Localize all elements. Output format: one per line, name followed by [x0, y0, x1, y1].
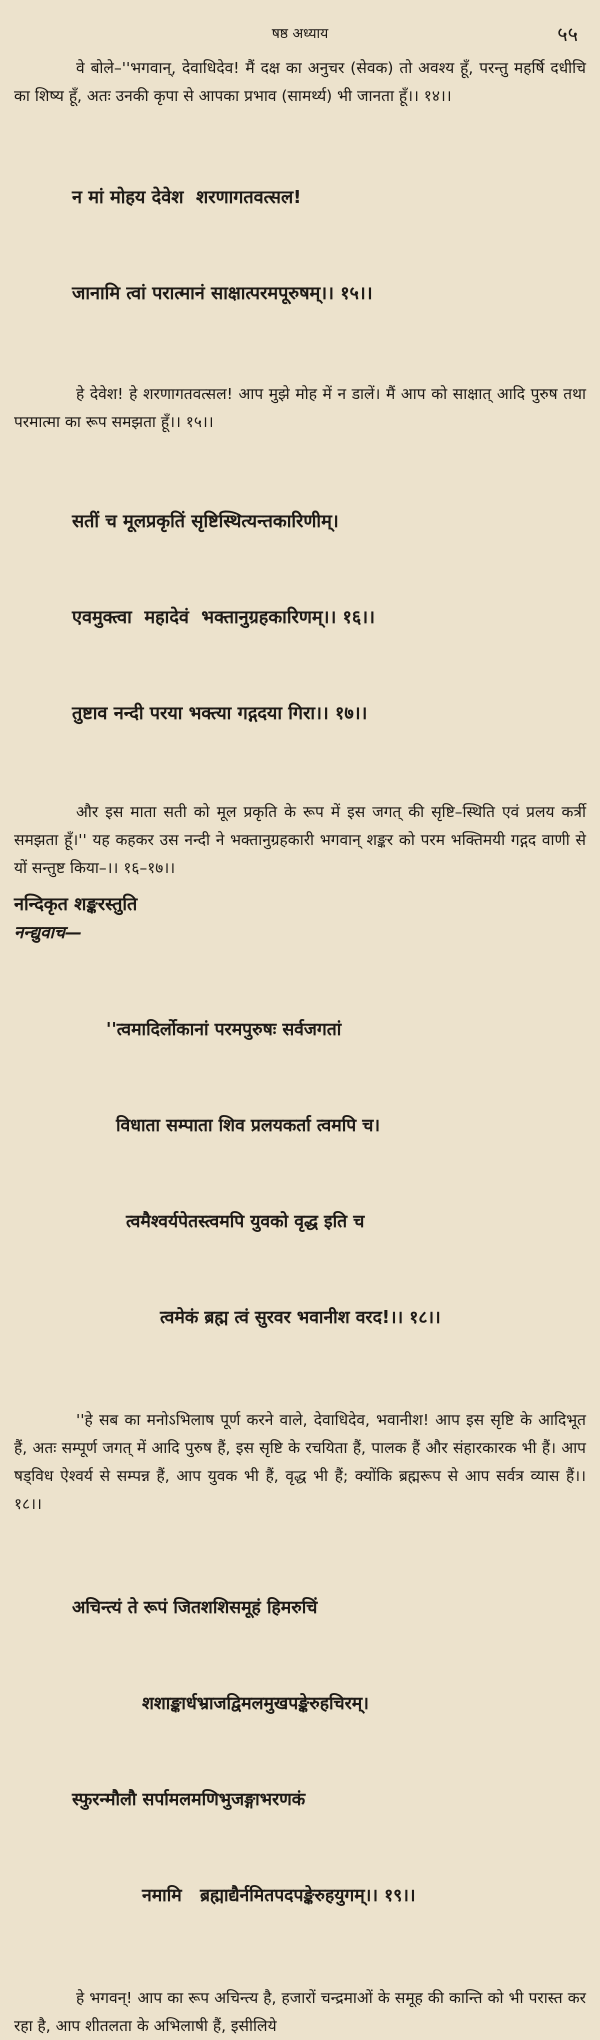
page-body [14, 54, 586, 2040]
running-title: षष्ठ अध्याय [271, 26, 329, 42]
verse-block [14, 118, 586, 374]
verse-line: अचिन्त्यं ते रूपं जितशशिसमूहं हिमरुचिं [72, 1598, 318, 1618]
section-heading: नन्दिकृत शङ्करस्तुति [14, 894, 138, 915]
verse-block [14, 442, 586, 794]
page-number: ५५ [557, 22, 578, 46]
prose-paragraph: हे भगवन्! आप का रूप अचिन्त्य है, हजारों चन्द्रमाओं के समूह की कान्ति को भी परास्त कर रहा है, आप शीतलता के अभिलाषी हैं, इसीलिये [14, 1989, 586, 2035]
stotra-verse [14, 950, 586, 1398]
verse-line: विधाता सम्पाता शिव प्रलयकर्ता त्वमपि च। [116, 1116, 381, 1136]
verse-line: सतीं च मूलप्रकृतिं सृष्टिस्थित्यन्तकारिणीम्। [72, 511, 339, 532]
stotra-verse [14, 1528, 586, 1976]
verse-line: ''त्वमादिर्लोकानां परमपुरुषः सर्वजगतां [106, 1020, 342, 1040]
verse-line: नमामि ब्रह्माद्यैर्नमितपदपङ्केरुहयुगम्।। १९।। [142, 1886, 416, 1906]
verse-line: न मां मोहय देवेश शरणागतवत्सल! [72, 187, 302, 208]
speaker-label: नन्द्युवाच— [14, 923, 82, 943]
verse-line: त्वमैश्वर्यपेतस्त्वमपि युवको वृद्ध इति च [126, 1212, 365, 1232]
prose-paragraph: हे देवेश! हे शरणागतवत्सल! आप मुझे मोह में न डालें। मैं आप को साक्षात् आदि पुरुष तथा परमात्मा का रूप समझता हूँ।। १५।। [14, 385, 586, 431]
verse-line: स्फुरन्मौलौ सर्पामलमणिभुजङ्गाभरणकं [72, 1790, 306, 1810]
page-header [0, 8, 600, 48]
verse-line: त्वमेकं ब्रह्म त्वं सुरवर भवानीश वरद!।। १८।। [160, 1308, 441, 1328]
verse-line: जानामि त्वां परात्मानं साक्षात्परमपूरुषम्।। १५।। [72, 283, 373, 304]
prose-paragraph: वे बोले–''भगवान्, देवाधिदेव! मैं दक्ष का अनुचर (सेवक) तो अवश्य हूँ, परन्तु महर्षि दधीचि का शिष्य हूँ, अतः उनकी कृपा से आपका प्रभाव (सामर्थ्य) भी जानता हूँ।। १४।। [14, 59, 586, 105]
verse-line: एवमुक्त्वा महादेवं भक्तानुग्रहकारिणम्।। १६।। [72, 607, 375, 628]
verse-line: तुष्टाव नन्दी परया भक्त्या गद्गदया गिरा।। १७।। [72, 703, 368, 724]
verse-line: शशाङ्कार्धभ्राजद्विमलमुखपङ्केरुहचिरम्। [142, 1694, 369, 1714]
prose-paragraph: और इस माता सती को मूल प्रकृति के रूप में इस जगत् की सृष्टि–स्थिति एवं प्रलय कर्त्री समझता हूँ।'' यह कहकर उस नन्दी ने भक्तानुग्रहकारी भगवान् शङ्कर को परम भक्तिमयी गद्गद वाणी से यों सन्तुष्ट किया–।। १६–१७।। [14, 803, 586, 877]
prose-paragraph: ''हे सब का मनोऽभिलाष पूर्ण करने वाले, देवाधिदेव, भवानीश! आप इस सृष्टि के आदिभूत हैं, अतः सम्पूर्ण जगत् में आदि पुरुष हैं, इस सृष्टि के रचयिता हैं, पालक हैं और संहारकारक भी हैं। आप षड्विध ऐश्वर्य से सम्पन्न हैं, आप युवक भी हैं, वृद्ध भी हैं; क्योंकि ब्रह्मरूप से आप सर्वत्र व्यास हैं।। १८।। [14, 1411, 586, 1513]
